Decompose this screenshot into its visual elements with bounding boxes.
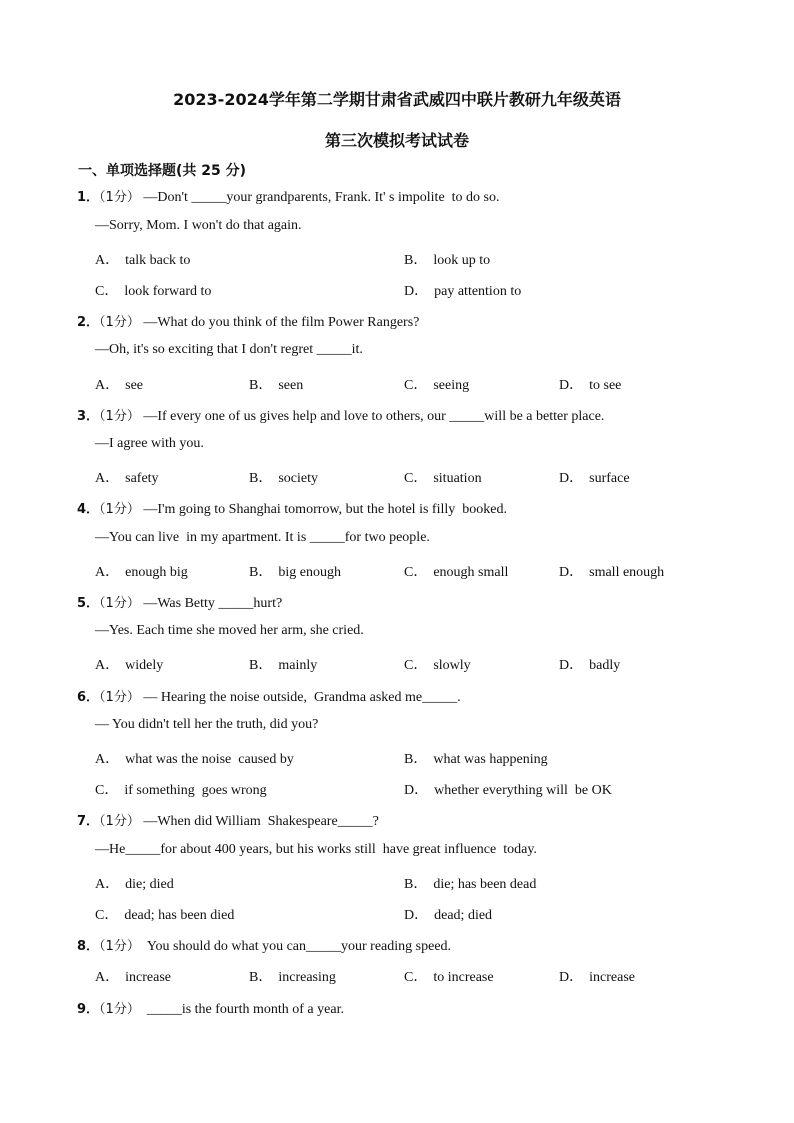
- question-8-stem: [77, 935, 451, 955]
- question-7-reply: —He_____for about 400 years, but his works still have great influence today.: [95, 842, 537, 857]
- question-text: — Hearing the noise outside, Grandma asked me_____.: [143, 690, 461, 705]
- question-2-option-d: D． to see: [559, 378, 622, 393]
- question-number: 2．: [77, 315, 100, 330]
- question-1-option-d: D． pay attention to: [404, 284, 522, 299]
- question-number: 3．: [77, 409, 100, 424]
- question-2-option-a: A． see: [95, 378, 144, 393]
- question-8-option-b: B． increasing: [249, 970, 336, 985]
- question-4-stem: [77, 498, 507, 518]
- question-3-option-d: D． surface: [559, 471, 630, 486]
- exam-title-line1: 2023-2024学年第二学期甘肃省武威四中联片教研九年级英语: [173, 90, 621, 109]
- question-number: 9．: [77, 1002, 100, 1017]
- section-heading: 一、单项选择题(共 25 分): [78, 163, 247, 179]
- question-4-reply: —You can live in my apartment. It is _____for two people.: [95, 530, 430, 545]
- question-4-option-c: C． enough small: [404, 565, 509, 580]
- question-1-reply: —Sorry, Mom. I won't do that again.: [95, 218, 302, 233]
- question-score: （1分）: [99, 1002, 140, 1017]
- question-number: 1．: [77, 190, 100, 205]
- question-6-stem: [77, 686, 461, 706]
- question-7-stem: [77, 810, 379, 830]
- question-2-reply: —Oh, it's so exciting that I don't regret _____it.: [95, 342, 363, 357]
- question-2-option-c: C． seeing: [404, 378, 470, 393]
- question-score: （1分）: [99, 596, 140, 611]
- question-number: 8．: [77, 939, 100, 954]
- question-4-option-b: B． big enough: [249, 565, 341, 580]
- question-7-option-b: B． die; has been dead: [404, 877, 537, 892]
- question-text: —I'm going to Shanghai tomorrow, but the hotel is filly booked.: [143, 502, 507, 517]
- question-score: （1分）: [99, 690, 140, 705]
- question-6-option-b: B． what was happening: [404, 752, 548, 767]
- question-1-option-a: A． talk back to: [95, 253, 191, 268]
- question-6-reply: — You didn't tell her the truth, did you?: [95, 717, 319, 732]
- question-3-option-c: C． situation: [404, 471, 482, 486]
- question-3-stem: [77, 405, 604, 425]
- question-text: —When did William Shakespeare_____?: [143, 814, 379, 829]
- question-8-option-a: A． increase: [95, 970, 171, 985]
- question-3-option-b: B． society: [249, 471, 318, 486]
- question-text: —Was Betty _____hurt?: [143, 596, 283, 611]
- question-5-option-d: D． badly: [559, 658, 621, 673]
- question-number: 4．: [77, 502, 100, 517]
- question-6-option-a: A． what was the noise caused by: [95, 752, 294, 767]
- question-1-option-b: B． look up to: [404, 253, 491, 268]
- question-score: （1分）: [99, 939, 140, 954]
- exam-title-line2: 第三次模拟考试试卷: [324, 131, 469, 150]
- question-number: 6．: [77, 690, 100, 705]
- question-5-option-b: B． mainly: [249, 658, 318, 673]
- question-text: You should do what you can_____your reading speed.: [143, 939, 452, 954]
- question-1-option-c: C． look forward to: [95, 284, 212, 299]
- question-7-option-a: A． die; died: [95, 877, 174, 892]
- question-7-option-d: D． dead; died: [404, 908, 493, 923]
- question-6-option-c: C． if something goes wrong: [95, 783, 267, 798]
- question-number: 5．: [77, 596, 100, 611]
- question-3-reply: —I agree with you.: [95, 436, 204, 451]
- question-8-option-c: C． to increase: [404, 970, 494, 985]
- question-score: （1分）: [99, 409, 140, 424]
- question-score: （1分）: [99, 315, 140, 330]
- question-text: —If every one of us gives help and love to others, our _____will be a better place.: [143, 409, 605, 424]
- question-4-option-a: A． enough big: [95, 565, 188, 580]
- question-5-reply: —Yes. Each time she moved her arm, she cried.: [95, 623, 364, 638]
- question-text: —Don't _____your grandparents, Frank. It' s impolite to do so.: [143, 190, 500, 205]
- question-8-option-d: D． increase: [559, 970, 635, 985]
- question-5-option-a: A． widely: [95, 658, 164, 673]
- question-score: （1分）: [99, 190, 140, 205]
- question-3-option-a: A． safety: [95, 471, 159, 486]
- question-5-stem: [77, 592, 282, 612]
- question-9-stem: [77, 998, 344, 1018]
- question-2-stem: [77, 311, 419, 331]
- question-5-option-c: C． slowly: [404, 658, 471, 673]
- question-4-option-d: D． small enough: [559, 565, 665, 580]
- question-2-option-b: B． seen: [249, 378, 304, 393]
- question-text: _____is the fourth month of a year.: [143, 1002, 344, 1017]
- question-text: —What do you think of the film Power Rangers?: [143, 315, 420, 330]
- question-6-option-d: D． whether everything will be OK: [404, 783, 612, 798]
- question-7-option-c: C． dead; has been died: [95, 908, 235, 923]
- question-number: 7．: [77, 814, 100, 829]
- question-1-stem: [77, 186, 500, 206]
- question-score: （1分）: [99, 814, 140, 829]
- question-score: （1分）: [99, 502, 140, 517]
